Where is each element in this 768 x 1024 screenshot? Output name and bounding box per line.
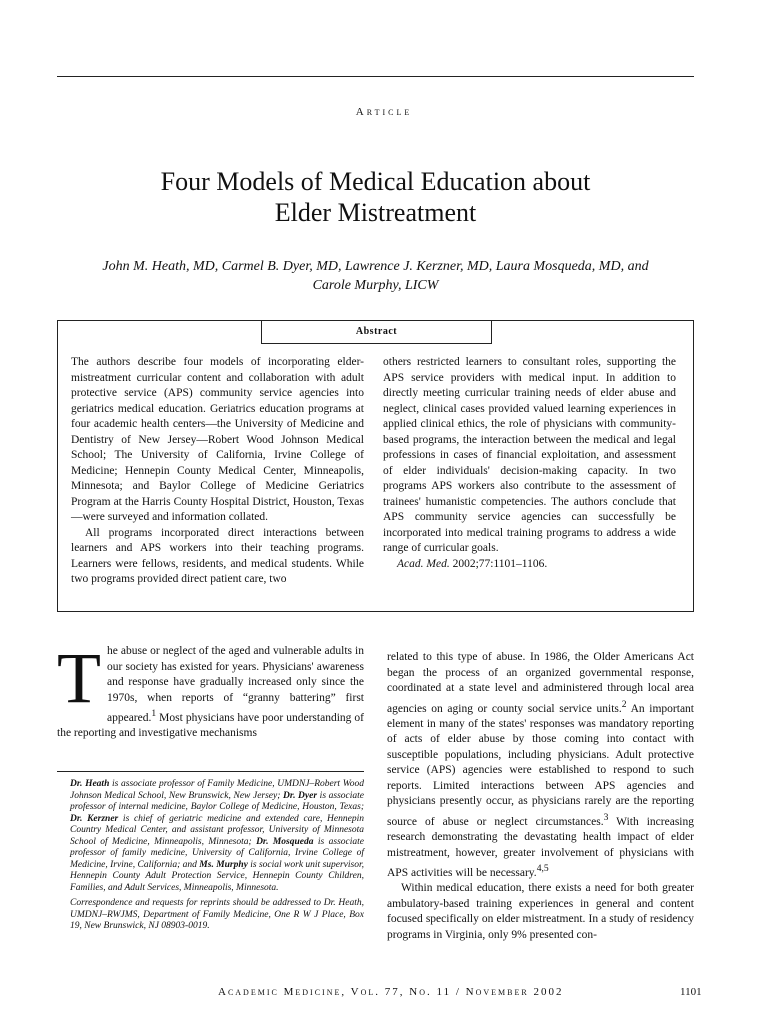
page-number: 1101: [680, 986, 702, 998]
authors-line-2: Carole Murphy, LICW: [312, 278, 439, 293]
abstract-column-left: [71, 355, 364, 588]
article-title: [57, 166, 694, 228]
title-line-1: Four Models of Medical Education about: [160, 167, 591, 196]
title-line-2: Elder Mistreatment: [274, 198, 477, 227]
abstract-box: [57, 320, 694, 612]
body-paragraph: related to this type of abuse. In 1986, the Older Americans Act began the process of an organized governmental response, coordinated at a state level and administered through local area agencies on aging or county social service units.$^2$ An important element in many of the states' responses was mandatory reporting of acts of elder abuse by those coming into contact with susceptible populations, including physicians. Adult protective service (APS) agencies were established to respond to such reports. Limited interactions between APS agencies and physicians presently occur, as physicians rarely are the reporting source of abuse or neglect circumstances.$^3$ With increasing research demonstrating the devastating health impact of elder mistreatment, however, greater involvement of physicians with APS activities will be necessary.$^{4,5}$: [387, 651, 694, 879]
citation-details: 2002;77:1101–1106.: [452, 557, 548, 570]
authors-line-1: John M. Heath, MD, Carmel B. Dyer, MD, Lawrence J. Kerzner, MD, Laura Mosqueda, MD, and: [102, 259, 649, 274]
body-column-left: [57, 638, 364, 742]
abstract-paragraph: others restricted learners to consultant roles, supporting the APS service providers with medical input. In addition to directly meeting curricular training needs of elder abuse and neglect, clinical cases provided valued learning experiences in applied clinical ethics, the role of physicians with community-based programs, the interaction between the medical and legal professions in cases of financial exploitation, and assessment of elder individuals' decision-making capacity. In two programs APS workers also contribute to the assessment of trainees' humanistic competencies. The authors conclude that APS community service agencies can successfully be incorporated into medical training programs to address a wide range of curricular goals.: [383, 356, 676, 554]
correspondence-note: Correspondence and requests for reprints should be addressed to Dr. Heath, UMDNJ–RWJMS, Department of Family Medicine, One R W J Place, Box 19, New Brunswick, NJ 08903-0019.: [70, 898, 364, 931]
author-list: [57, 257, 694, 295]
reference-marker: 4,5: [536, 863, 549, 875]
running-footer: Academic Medicine, Vol. 77, No. 11 / November 2002: [218, 986, 564, 998]
body-column-right: [387, 650, 694, 943]
author-affiliations: Dr. Heath is associate professor of Family Medicine, UMDNJ–Robert Wood Johnson Medical School, New Brunswick, New Jersey; Dr. Dyer is associate professor of internal medicine, Baylor College of Medicine, Houston, Texas; Dr. Kerzner is chief of geriatric medicine and extended care, Hennepin Country Medical Center, and assistant professor, University of Minnesota School of Medicine, Minneapolis, Minnesota; Dr. Mosqueda is associate professor of family medicine, University of California, Irvine College of Medicine, Irvine, California; and Ms. Murphy is social work unit supervisor, Hennepin County Adult Protection Service, Hennepin County Children, Families, and Adult Services, Minneapolis, Minnesota.: [70, 779, 364, 893]
abstract-column-right: [383, 355, 676, 572]
body-paragraph: The abuse or neglect of the aged and vulnerable adults in our society has existed for years. Physicians' awareness and response have gradually increased only since the 1970s, when reports of “granny battering” first appeared.$^1$ Most physicians have poor understanding of the reporting and investigative mechanisms: [57, 638, 364, 740]
body-paragraph: Within medical education, there exists a need for both greater ambulatory-based training experiences in general and content focused specifically on elder mistreatment. In a study of residency programs in Virginia, only 9% presented con-: [387, 882, 694, 941]
top-rule: [57, 76, 694, 77]
abstract-paragraph: The authors describe four models of incorporating elder-mistreatment curricular content and collaboration with adult protective service (APS) community service agencies into geriatrics medical education. Geriatrics education programs at four academic health centers—the University of Medicine and Dentistry of New Jersey—Robert Wood Johnson Medical School; The University of California, Irvine College of Medicine; Hennepin County Medical Center, Minneapolis, Minnesota; and Baylor College of Medicine Geriatrics Program at the Harris County Hospital District, Houston, Texas—were surveyed and information collated.: [71, 356, 364, 523]
reference-marker: 1: [151, 708, 157, 719]
citation-journal: Acad. Med.: [397, 557, 450, 570]
abstract-heading: Abstract: [261, 320, 492, 344]
abstract-paragraph: All programs incorporated direct interactions between learners and APS workers into their teaching programs. Learners were fellows, residents, and medical students. While two programs provided direct patient care, two: [71, 526, 364, 585]
reference-marker: 2: [621, 698, 627, 710]
footnote-rule: [57, 771, 364, 772]
author-footnote: [70, 779, 364, 937]
reference-marker: 3: [603, 811, 609, 823]
abstract-citation: [383, 557, 676, 573]
drop-cap: T: [57, 638, 101, 718]
article-type-label: Article: [355, 106, 413, 118]
